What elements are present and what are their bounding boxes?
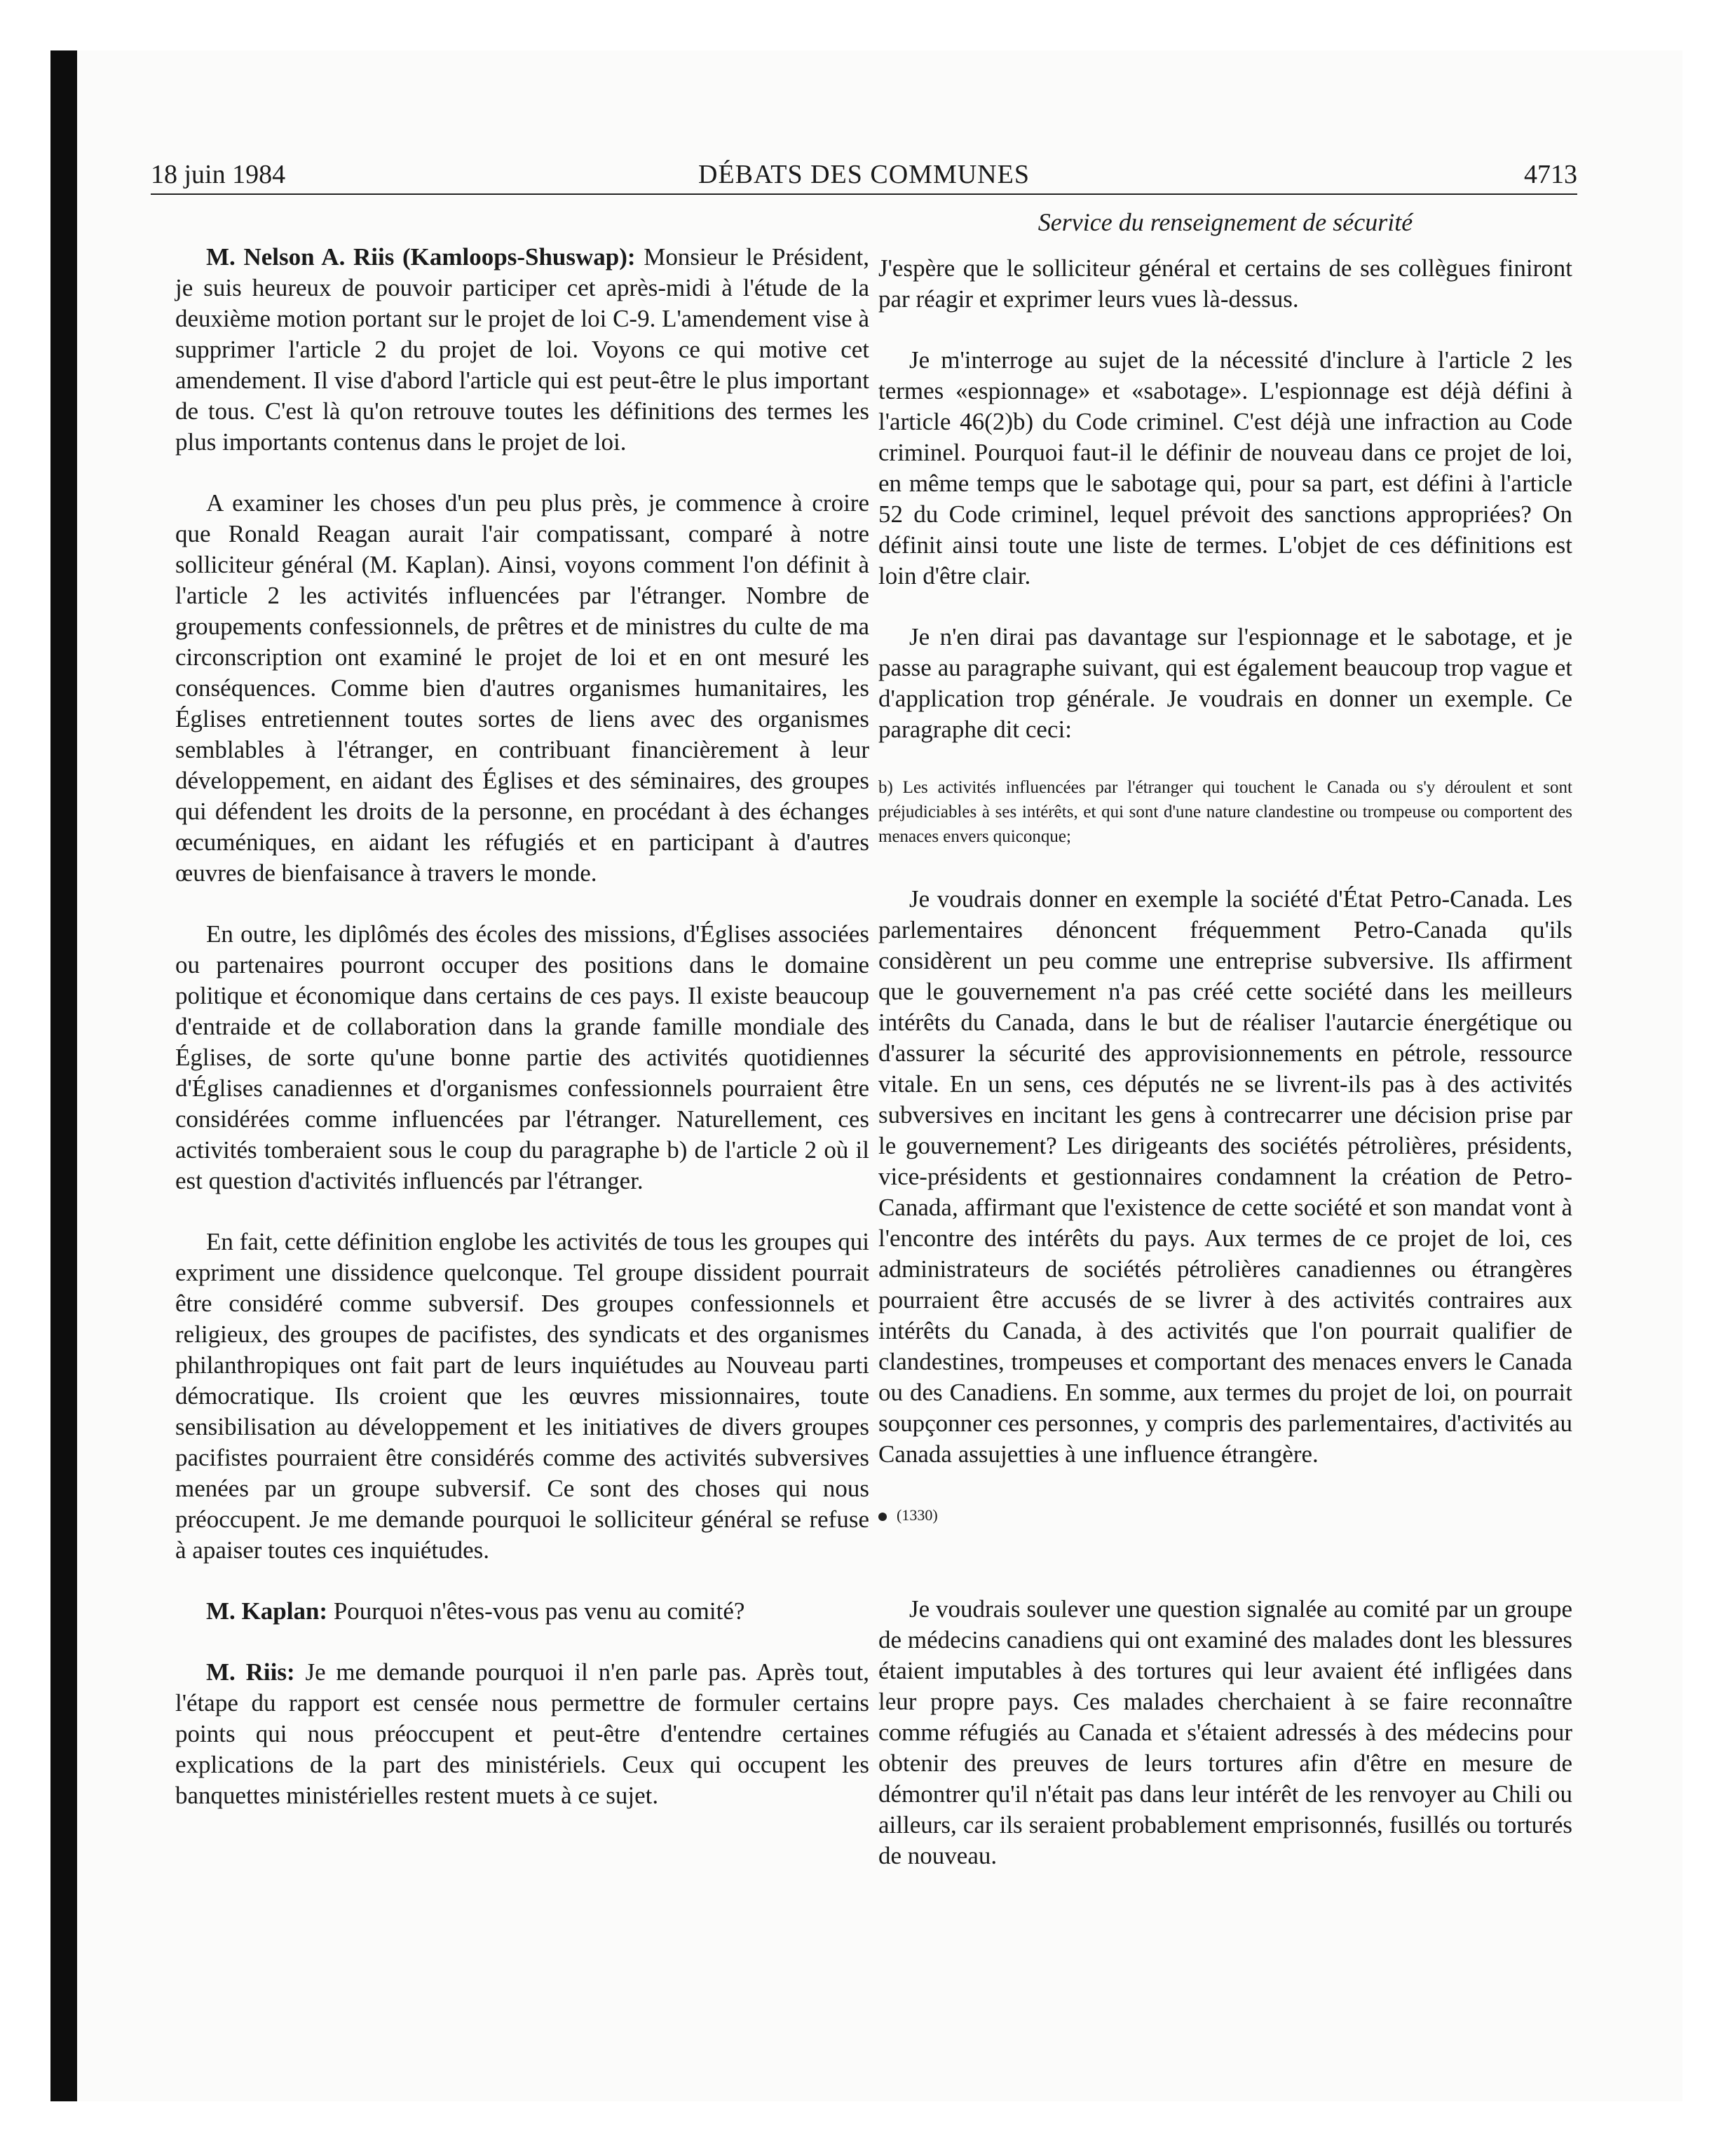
paragraph: Je voudrais soulever une question signalée au comité par un groupe de médecins canadiens qui ont examiné des malades dont les blessures étaient imputables à des tortures qui leur avaient été infligées dans leur propre pays. Ces malades cherchaient à se faire reconnaître comme réfugiés au Canada et s'étaient adressés à des médecins pour obtenir des preuves de leurs tortures afin d'être en mesure de démontrer qu'il n'était pas dans leur intérêt de les renvoyer au Chili ou ailleurs, car ils seraient probablement emprisonnés, fusillés ou torturés de nouveau. — [878, 1595, 1572, 1869]
section-title: Service du renseignement de sécurité — [1037, 208, 1413, 236]
paragraph — [175, 242, 869, 458]
paragraph: En outre, les diplômés des écoles des missions, d'Églises associées ou partenaires pourront occuper des positions dans le domaine politique et économique dans certains de ces pays. Il existe beaucoup d'entraide et de collaboration dans la grande famille mondiale des Églises, de sorte qu'une bonne partie des activités quotidiennes d'Églises canadiennes et d'organismes confessionnels pourraient être considérées comme influencées par l'étranger. Naturellement, ces activités tomberaient sous le coup du paragraphe b) de l'article 2 où il est question d'activités influencés par l'étranger. — [175, 920, 869, 1194]
speaker-name: M. Kaplan: — [206, 1597, 328, 1625]
paragraph: Je n'en dirai pas davantage sur l'espionnage et le sabotage, et je passe au paragraphe suivant, qui est également beaucoup trop vague et d'application trop générale. Je voudrais en donner un exemple. Ce paragraphe dit ceci: — [878, 623, 1572, 743]
paragraph: Je voudrais donner en exemple la société d'État Petro-Canada. Les parlementaires dénoncent fréquemment Petro-Canada qu'ils considèrent un peu comme une entreprise subversive. Ils affirment que le gouvernement n'a pas créé cette société dans les meilleurs intérêts du Canada, dans le but de réaliser l'autarcie énergétique ou d'assurer la sécurité des approvisionnements en pétrole, ressource vitale. En un sens, ces députés ne se livrent-ils pas à des activités subversives en incitant les gens à contrecarrer une décision prise par le gouvernement? Les dirigeants des sociétés pétrolières, présidents, vice-présidents et gestionnaires condamnent la création de Petro-Canada, affirmant que l'existence de cette société et son mandat vont à l'encontre des intérêts du pays. Aux termes de ce projet de loi, ces administrateurs de sociétés pétrolières canadiennes ou étrangères pourraient être accusés de se livrer à des activités contraires aux intérêts du Canada, à des activités que l'on pourrait qualifier de clandestines, trompeuses et comportant des menaces envers le Canada ou des Canadiens. En somme, aux termes du projet de loi, on pourrait soupçonner ces personnes, y compris des parlementaires, d'activités au Canada assujetties à une influence étrangère. — [878, 885, 1572, 1468]
paragraph: J'espère que le solliciteur général et certains de ses collègues finiront par réagir et exprimer leurs vues là-dessus. — [878, 254, 1572, 313]
paragraph-text: Pourquoi n'êtes-vous pas venu au comité? — [327, 1597, 745, 1625]
paragraph: En fait, cette définition englobe les activités de tous les groupes qui expriment une dissidence quelconque. Tel groupe dissident pourrait être considéré comme subversif. Des groupes confessionnels et religieux, des groupes de pacifistes, des syndicats et des organismes philanthropiques ont fait part de leurs inquiétudes au Nouveau parti démocratique. Ils croient que les œuvres missionnaires, toute sensibilisation au développement et les initiatives de divers groupes pacifistes pourraient être considérés comme des activités subversives menées par un groupe subversif. Ce sont des choses qui nous préoccupent. Je me demande pourquoi le solliciteur général se refuse à apaiser toutes ces inquiétudes. — [175, 1228, 869, 1564]
paragraph-text: Monsieur le Président, je suis heureux de pouvoir participer cet après-midi à l'étude de la deuxième motion portant sur le projet de loi C-9. L'amendement vise à supprimer l'article 2 du projet de loi. Voyons ce qui motive cet amendement. Il vise d'abord l'article qui est peut-être le plus important de tous. C'est là qu'on retrouve toutes les définitions des termes les plus importants contenus dans le projet de loi. — [175, 243, 869, 456]
left-column — [175, 207, 869, 1841]
bullet-icon — [878, 1513, 887, 1521]
paragraph: Je m'interroge au sujet de la nécessité d'inclure à l'article 2 les termes «espionnage» et «sabotage». L'espionnage est déjà défini à l'article 46(2)b) du Code criminel. C'est déjà une infraction au Code criminel. Pourquoi faut-il le définir de nouveau dans ce projet de loi, en même temps que le sabotage qui, pour sa part, est défini à l'article 52 du Code criminel, lequel prévoit des sanctions appropriées? On définit ainsi toute une liste de termes. L'objet de ces définitions est loin d'être clair. — [878, 346, 1572, 589]
time-marker — [878, 1500, 1572, 1531]
quoted-clause: b) Les activités influencées par l'étranger qui touchent le Canada ou s'y déroulent et sont préjudiciables à ses intérêts, et qui sont d'une nature clandestine ou trompeuse ou comportent des menaces envers quiconque; — [878, 778, 1572, 846]
page-header — [151, 158, 1577, 195]
paragraph — [175, 1657, 869, 1811]
speaker-name: M. Riis: — [206, 1658, 295, 1686]
paragraph-text: Je me demande pourquoi il n'en parle pas. Après tout, l'étape du rapport est censée nous permettre de formuler certains points qui nous préoccupent et peut-être d'entendre certaines explications de la part des ministériels. Ceux qui occupent les banquettes ministérielles restent muets à ce sujet. — [175, 1658, 869, 1809]
time-marker-label: (1330) — [897, 1506, 938, 1524]
header-title: DÉBATS DES COMMUNES — [698, 160, 1030, 189]
header-page-number: 4713 — [1524, 160, 1577, 189]
paragraph — [175, 1596, 869, 1627]
paragraph: A examiner les choses d'un peu plus près, je commence à croire que Ronald Reagan aurait l'air compatissant, comparé à notre solliciteur général (M. Kaplan). Ainsi, voyons comment l'on définit à l'article 2 les activités influencées par l'étranger. Nombre de groupements confessionnels, de prêtres et de ministres du culte de ma circonscription ont examiné le projet de loi et en ont mesuré les conséquences. Comme bien d'autres organismes humanitaires, les Églises entretiennent toutes sortes de liens avec des organismes semblables à l'étranger, en contribuant financièrement à leur développement, en aidant des Églises et des séminaires, des groupes qui défendent les droits de la personne, en procédant à des échanges œcuméniques, en aidant les réfugiés et en participant à d'autres œuvres de bienfaisance à travers le monde. — [175, 489, 869, 887]
right-column — [878, 207, 1572, 1902]
scan-edge — [50, 50, 77, 2101]
speaker-name: M. Nelson A. Riis (Kamloops-Shuswap): — [206, 243, 636, 271]
header-date: 18 juin 1984 — [151, 160, 286, 189]
